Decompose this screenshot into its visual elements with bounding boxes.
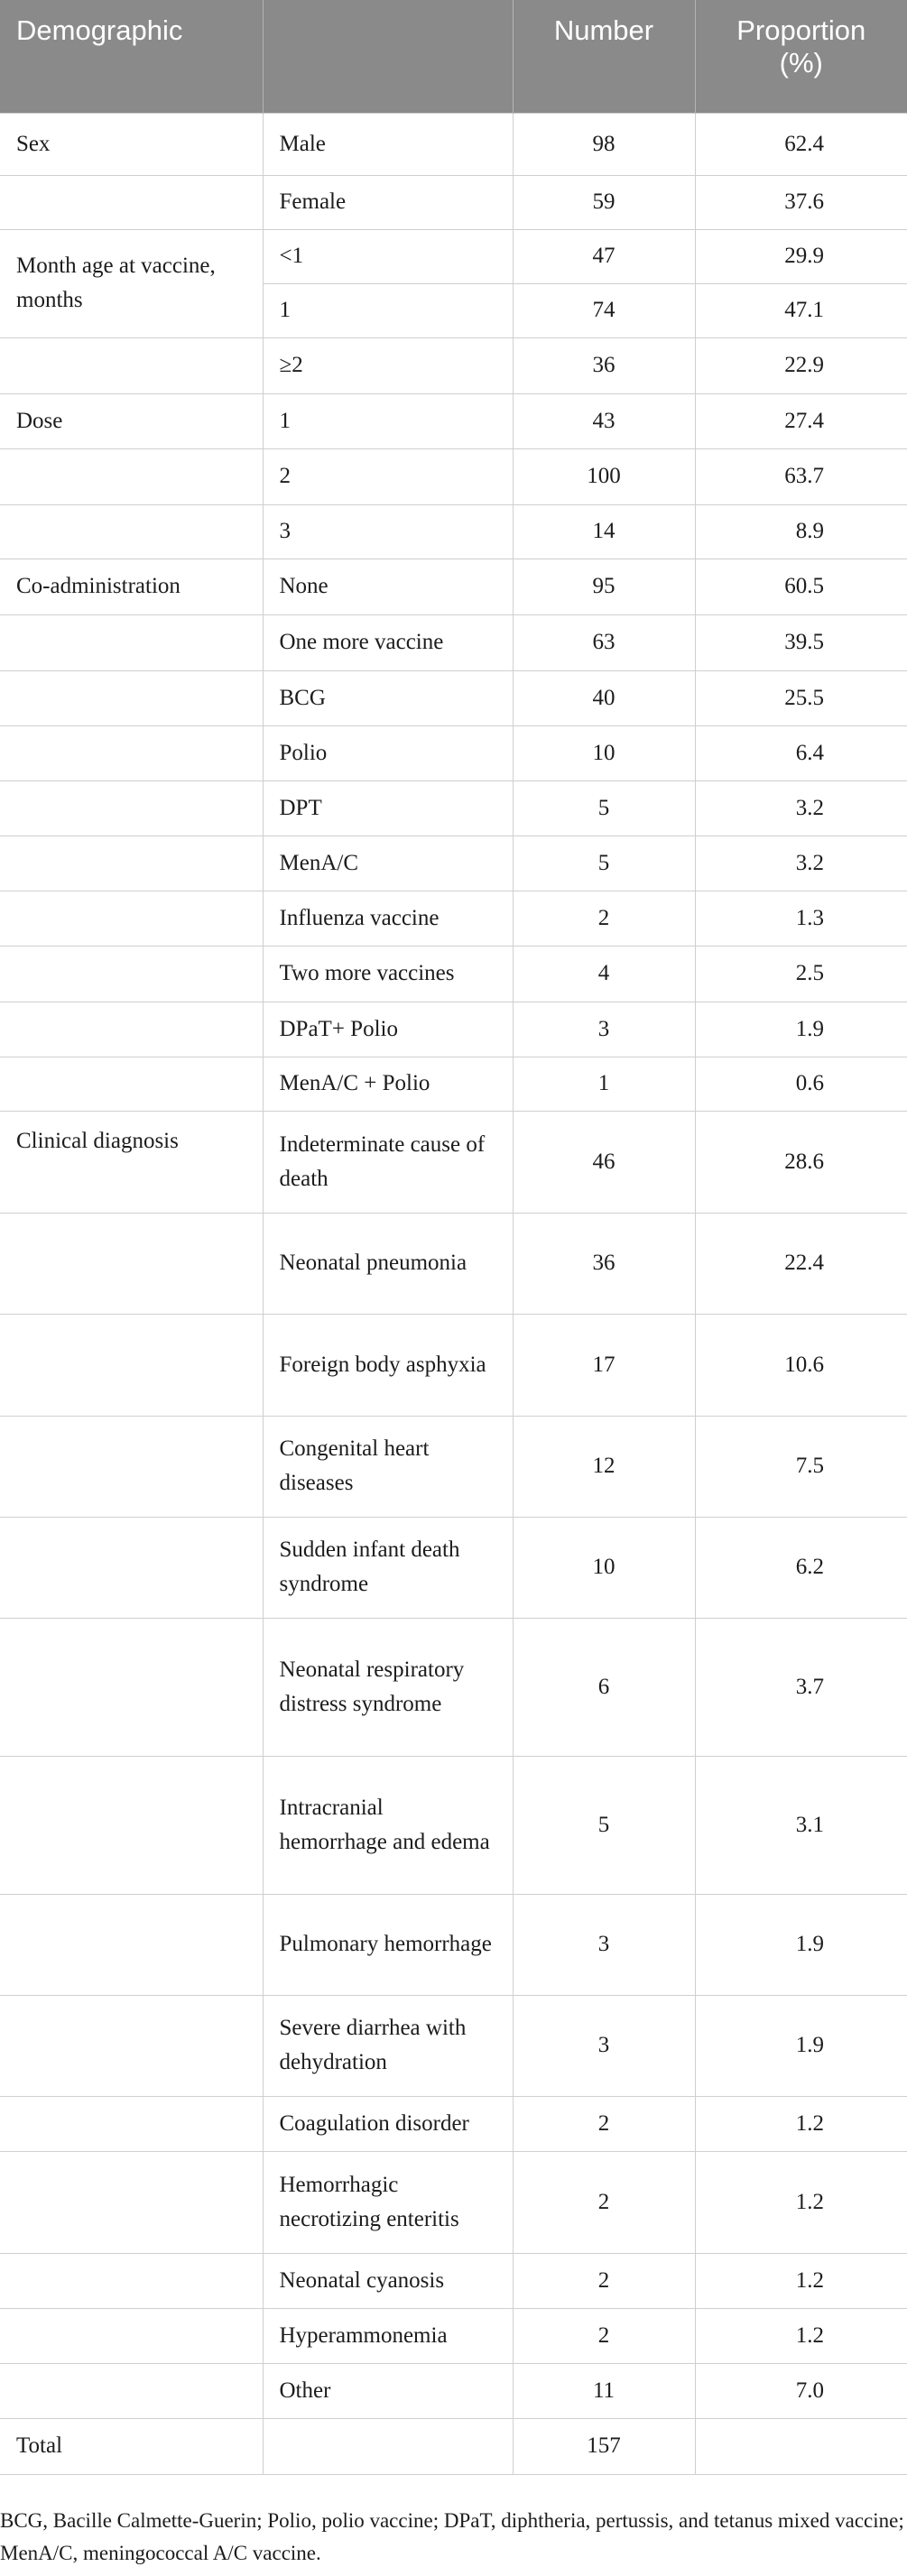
- cell-number: 157: [513, 2418, 695, 2474]
- cell-category: [0, 1002, 263, 1057]
- cell-proportion: 22.9: [695, 337, 907, 393]
- cell-proportion: 28.6: [695, 1111, 907, 1213]
- cell-category: [0, 836, 263, 891]
- cell-category: [0, 780, 263, 836]
- cell-category: [0, 1995, 263, 2096]
- cell-proportion: 2.5: [695, 946, 907, 1002]
- cell-number: 12: [513, 1416, 695, 1517]
- cell-subcategory: Indeterminate cause of death: [263, 1111, 513, 1213]
- cell-category: Month age at vaccine, months: [0, 229, 263, 337]
- cell-proportion: 6.2: [695, 1517, 907, 1618]
- cell-number: 5: [513, 780, 695, 836]
- header-row: [0, 0, 907, 113]
- cell-proportion: 47.1: [695, 283, 907, 337]
- cell-proportion: 63.7: [695, 448, 907, 504]
- cell-proportion: 8.9: [695, 504, 907, 559]
- cell-category: [0, 2308, 263, 2363]
- cell-proportion: 1.2: [695, 2253, 907, 2308]
- cell-category: [0, 1314, 263, 1416]
- cell-subcategory: Coagulation disorder: [263, 2096, 513, 2151]
- cell-category: [0, 175, 263, 229]
- cell-number: 4: [513, 946, 695, 1002]
- cell-proportion: 22.4: [695, 1213, 907, 1314]
- cell-number: 14: [513, 504, 695, 559]
- cell-number: 2: [513, 2096, 695, 2151]
- cell-proportion: 27.4: [695, 393, 907, 448]
- table-body: [0, 113, 907, 2474]
- cell-proportion: 1.3: [695, 891, 907, 946]
- cell-number: 36: [513, 337, 695, 393]
- cell-proportion: 7.0: [695, 2363, 907, 2418]
- cell-proportion: [695, 2418, 907, 2474]
- cell-number: 3: [513, 1894, 695, 1995]
- cell-subcategory: 1: [263, 393, 513, 448]
- cell-subcategory: 1: [263, 283, 513, 337]
- cell-category: [0, 725, 263, 780]
- cell-category: [0, 1756, 263, 1894]
- cell-category: [0, 1416, 263, 1517]
- cell-subcategory: Neonatal pneumonia: [263, 1213, 513, 1314]
- cell-proportion: 1.9: [695, 1002, 907, 1057]
- cell-category: Sex: [0, 113, 263, 175]
- cell-proportion: 1.2: [695, 2308, 907, 2363]
- cell-number: 11: [513, 2363, 695, 2418]
- cell-number: 2: [513, 2308, 695, 2363]
- cell-subcategory: MenA/C: [263, 836, 513, 891]
- cell-proportion: 1.2: [695, 2151, 907, 2253]
- cell-number: 5: [513, 1756, 695, 1894]
- cell-number: 3: [513, 1002, 695, 1057]
- cell-subcategory: Hemorrhagic necrotizing enteritis: [263, 2151, 513, 2253]
- cell-number: 43: [513, 393, 695, 448]
- header-subcategory: [263, 0, 513, 113]
- cell-category: [0, 946, 263, 1002]
- cell-number: 98: [513, 113, 695, 175]
- cell-number: 2: [513, 891, 695, 946]
- cell-number: 5: [513, 836, 695, 891]
- cell-subcategory: None: [263, 559, 513, 614]
- cell-proportion: 1.9: [695, 1894, 907, 1995]
- cell-subcategory: MenA/C + Polio: [263, 1057, 513, 1111]
- cell-category: [0, 670, 263, 725]
- cell-category: [0, 337, 263, 393]
- cell-proportion: 1.2: [695, 2096, 907, 2151]
- table-header: [0, 0, 907, 113]
- cell-proportion: 29.9: [695, 229, 907, 283]
- cell-subcategory: 3: [263, 504, 513, 559]
- cell-number: 59: [513, 175, 695, 229]
- cell-category: [0, 2253, 263, 2308]
- cell-subcategory: 2: [263, 448, 513, 504]
- cell-proportion: 60.5: [695, 559, 907, 614]
- cell-number: 74: [513, 283, 695, 337]
- cell-proportion: 62.4: [695, 113, 907, 175]
- cell-proportion: 0.6: [695, 1057, 907, 1111]
- cell-subcategory: Two more vaccines: [263, 946, 513, 1002]
- cell-subcategory: Neonatal respiratory distress syndrome: [263, 1618, 513, 1756]
- cell-number: 63: [513, 614, 695, 670]
- cell-category: Total: [0, 2418, 263, 2474]
- cell-proportion: 6.4: [695, 725, 907, 780]
- cell-subcategory: Male: [263, 113, 513, 175]
- cell-subcategory: DPaT+ Polio: [263, 1002, 513, 1057]
- cell-proportion: 25.5: [695, 670, 907, 725]
- cell-proportion: 37.6: [695, 175, 907, 229]
- cell-category: [0, 1517, 263, 1618]
- cell-subcategory: Congenital heart diseases: [263, 1416, 513, 1517]
- cell-category: [0, 2151, 263, 2253]
- cell-subcategory: Intracranial hemorrhage and edema: [263, 1756, 513, 1894]
- cell-number: 47: [513, 229, 695, 283]
- cell-number: 10: [513, 725, 695, 780]
- cell-proportion: 3.2: [695, 836, 907, 891]
- cell-number: 3: [513, 1995, 695, 2096]
- cell-category: [0, 1213, 263, 1314]
- cell-number: 100: [513, 448, 695, 504]
- cell-number: 40: [513, 670, 695, 725]
- cell-category: [0, 448, 263, 504]
- cell-proportion: 3.7: [695, 1618, 907, 1756]
- cell-subcategory: Neonatal cyanosis: [263, 2253, 513, 2308]
- cell-subcategory: One more vaccine: [263, 614, 513, 670]
- cell-category: [0, 614, 263, 670]
- cell-subcategory: [263, 2418, 513, 2474]
- cell-number: 46: [513, 1111, 695, 1213]
- header-demographic: Demographic: [0, 0, 263, 113]
- cell-number: 36: [513, 1213, 695, 1314]
- cell-subcategory: <1: [263, 229, 513, 283]
- table-footnote: BCG, Bacille Calmette-Guerin; Polio, polio vaccine; DPaT, diphtheria, pertussis, and tetanus mixed vaccine; MenA/C, meningococcal A/C vaccine.: [0, 2508, 904, 2565]
- cell-subcategory: Other: [263, 2363, 513, 2418]
- cell-subcategory: Sudden infant death syndrome: [263, 1517, 513, 1618]
- cell-subcategory: Influenza vaccine: [263, 891, 513, 946]
- cell-subcategory: ≥2: [263, 337, 513, 393]
- cell-category: [0, 1618, 263, 1756]
- cell-subcategory: Polio: [263, 725, 513, 780]
- cell-number: 2: [513, 2253, 695, 2308]
- cell-category: [0, 1057, 263, 1111]
- cell-category: [0, 2363, 263, 2418]
- cell-proportion: 39.5: [695, 614, 907, 670]
- cell-category: Clinical diagnosis: [0, 1111, 263, 1213]
- cell-proportion: 3.2: [695, 780, 907, 836]
- cell-proportion: 3.1: [695, 1756, 907, 1894]
- cell-category: Co-administration: [0, 559, 263, 614]
- cell-subcategory: BCG: [263, 670, 513, 725]
- cell-number: 17: [513, 1314, 695, 1416]
- header-proportion: Proportion (%): [736, 14, 866, 78]
- cell-subcategory: DPT: [263, 780, 513, 836]
- cell-number: 6: [513, 1618, 695, 1756]
- cell-subcategory: Female: [263, 175, 513, 229]
- cell-category: [0, 891, 263, 946]
- header-number: Number: [513, 0, 695, 113]
- cell-proportion: 10.6: [695, 1314, 907, 1416]
- cell-number: 10: [513, 1517, 695, 1618]
- cell-category: [0, 2096, 263, 2151]
- cell-category: Dose: [0, 393, 263, 448]
- cell-category: [0, 1894, 263, 1995]
- cell-subcategory: Pulmonary hemorrhage: [263, 1894, 513, 1995]
- cell-category: [0, 504, 263, 559]
- cell-subcategory: Foreign body asphyxia: [263, 1314, 513, 1416]
- cell-number: 2: [513, 2151, 695, 2253]
- cell-number: 1: [513, 1057, 695, 1111]
- cell-subcategory: Hyperammonemia: [263, 2308, 513, 2363]
- cell-subcategory: Severe diarrhea with dehydration: [263, 1995, 513, 2096]
- cell-proportion: 7.5: [695, 1416, 907, 1517]
- cell-number: 95: [513, 559, 695, 614]
- cell-proportion: 1.9: [695, 1995, 907, 2096]
